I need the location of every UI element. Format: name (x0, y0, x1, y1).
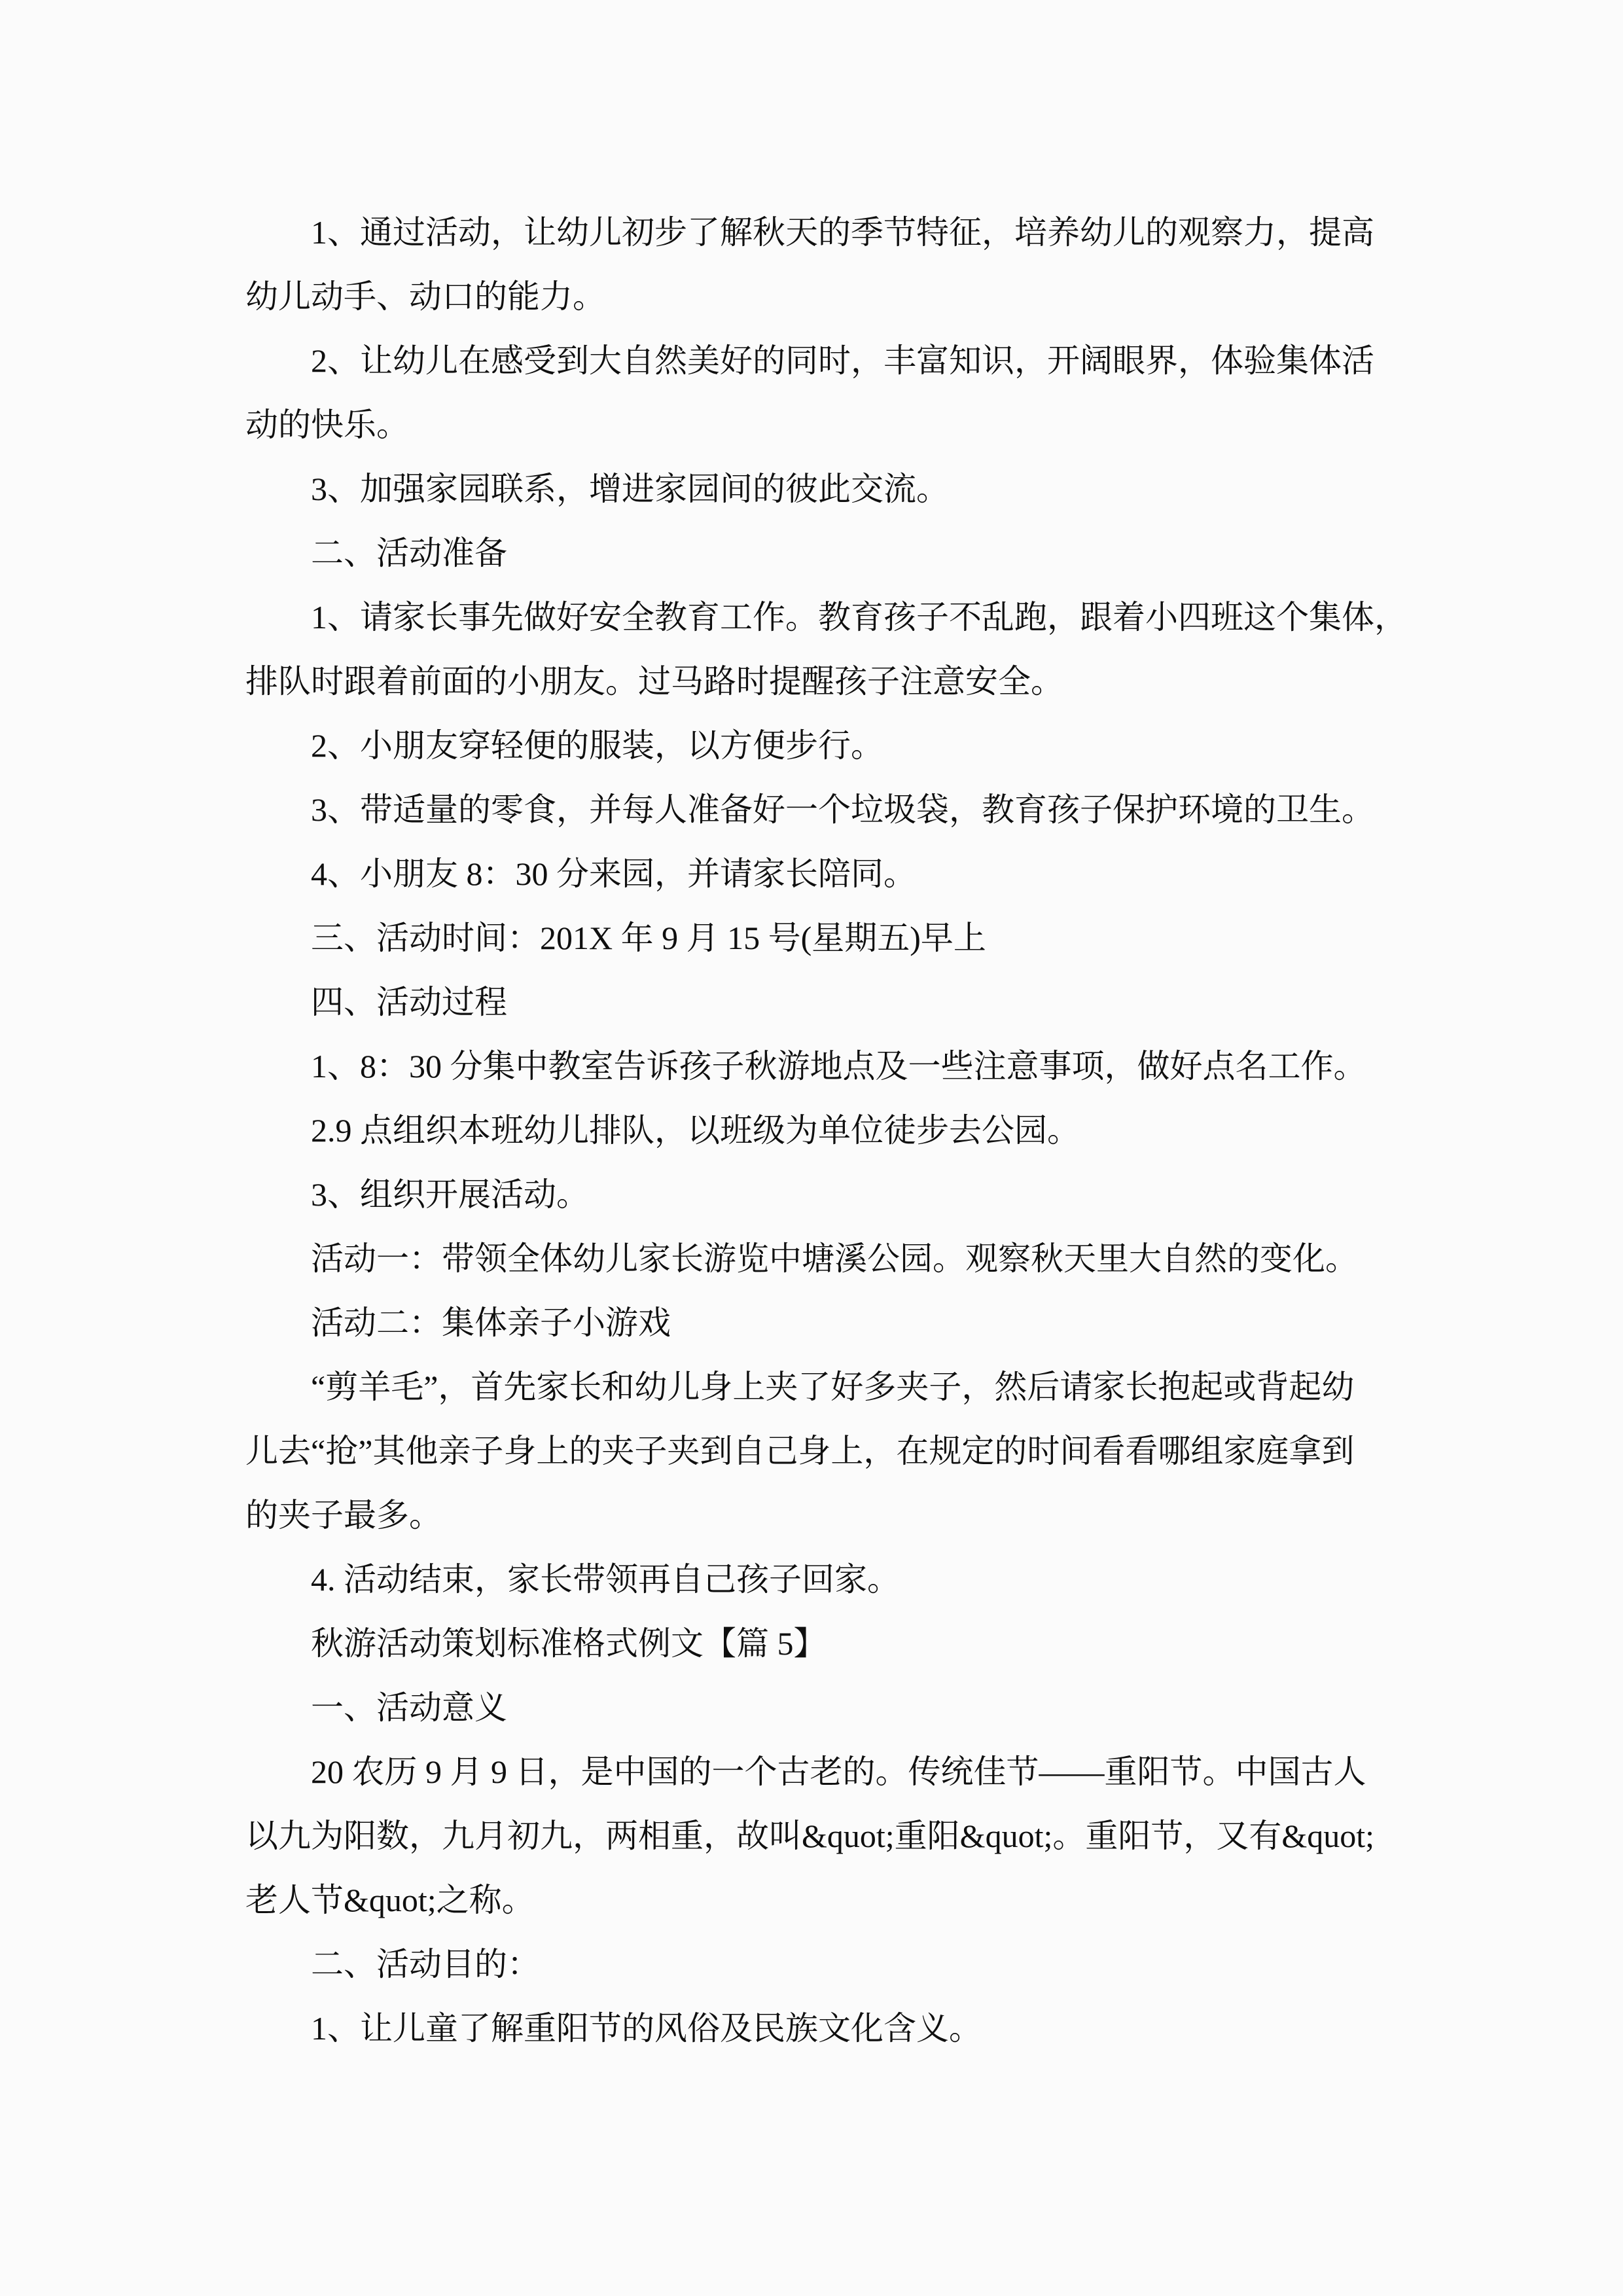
text-line: 活动二：集体亲子小游戏 (311, 1304, 671, 1341)
text-line: 1、8：30 分集中教室告诉孩子秋游地点及一些注意事项，做好点名工作。 (311, 1048, 1366, 1085)
text-line: 三、活动时间：201X 年 9 月 15 号(星期五)早上 (311, 920, 986, 956)
text-line: 1、让儿童了解重阳节的风俗及民族文化含义。 (311, 2010, 982, 2047)
text-line: 1、请家长事先做好安全教育工作。教育孩子不乱跑，跟着小四班这个集体， (311, 599, 1407, 636)
text-line: 幼儿动手、动口的能力。 (245, 278, 605, 315)
text-line: 动的快乐。 (245, 406, 409, 443)
text-line: 2、让幼儿在感受到大自然美好的同时，丰富知识，开阔眼界，体验集体活 (311, 342, 1374, 379)
document-body (245, 200, 1407, 2060)
text-line: “剪羊毛”，首先家长和幼儿身上夹了好多夹子，然后请家长抱起或背起幼 (311, 1369, 1355, 1405)
text-line: 1、通过活动，让幼儿初步了解秋天的季节特征，培养幼儿的观察力，提高 (311, 214, 1374, 251)
text-line: 3、加强家园联系，增进家园间的彼此交流。 (311, 471, 949, 507)
text-line: 二、活动准备 (311, 535, 507, 571)
text-line: 二、活动目的： (311, 1946, 540, 1982)
text-line: 活动一：带领全体幼儿家长游览中塘溪公园。观察秋天里大自然的变化。 (311, 1240, 1358, 1277)
text-line: 老人节&quot;之称。 (245, 1882, 535, 1918)
text-line: 4. 活动结束，家长带领再自己孩子回家。 (311, 1561, 900, 1598)
text-line: 2、小朋友穿轻便的服装，以方便步行。 (311, 727, 883, 764)
text-line: 一、活动意义 (311, 1689, 507, 1726)
text-line: 儿去“抢”其他亲子身上的夹子夹到自己身上，在规定的时间看看哪组家庭拿到 (245, 1433, 1355, 1469)
text-line: 秋游活动策划标准格式例文【篇 5】 (311, 1625, 827, 1662)
text-line: 3、带适量的零食，并每人准备好一个垃圾袋，教育孩子保护环境的卫生。 (311, 791, 1374, 828)
text-line: 以九为阳数，九月初九，两相重，故叫&quot;重阳&quot;。重阳节，又有&quot; (245, 1818, 1375, 1854)
text-line: 2.9 点组织本班幼儿排队，以班级为单位徒步去公园。 (311, 1112, 1080, 1149)
text-line: 4、小朋友 8：30 分来园，并请家长陪同。 (311, 855, 916, 892)
text-line: 排队时跟着前面的小朋友。过马路时提醒孩子注意安全。 (245, 663, 1063, 700)
text-line: 四、活动过程 (311, 984, 507, 1020)
text-line: 的夹子最多。 (245, 1497, 442, 1534)
text-line: 20 农历 9 月 9 日，是中国的一个古老的。传统佳节——重阳节。中国古人 (311, 1753, 1366, 1790)
text-line: 3、组织开展活动。 (311, 1176, 589, 1213)
